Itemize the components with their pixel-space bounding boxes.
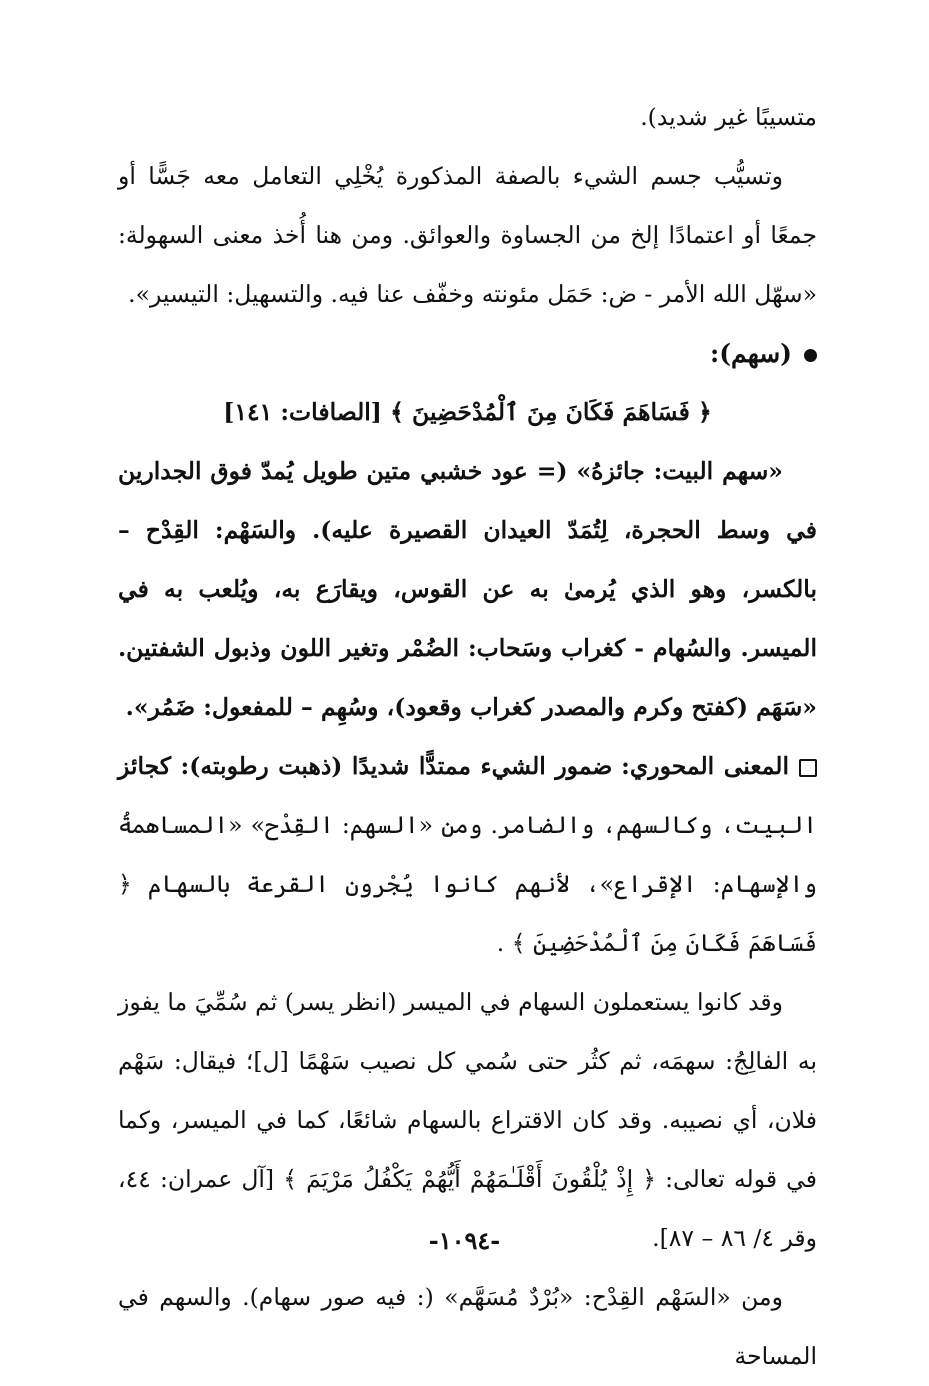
quran-verse: ﴿ فَسَاهَمَ فَكَانَ مِنَ ٱلْمُدْحَضِينَ ﴾ [الصافات: ١٤١] [223, 398, 712, 426]
paragraph-definition: «سهم البيت: جائزهُ» (= عود خشبي متين طويل يُمدّ فوق الجدارين في وسط الحجرة، لِتُمَدّ العيدان القصيرة عليه). والسَهْم: القِدْح – بالكسر، وهو الذي يُرمىٰ به عن القوس، ويقارَع به، ويُلعب به في الميسر. والسُهام - كغراب وسَحاب: الضُمْر وتغير اللون وذبول الشفتين. «سَهَم (كفتح وكرم والمصدر كغراب وقعود)، وسُهِم – للمفعول: ضَمُر». [118, 457, 817, 721]
paragraph-musahham: ومن «السَهْم القِدْح: «بُرْدٌ مُسَهَّم» (: فيه صور سهام). والسهم في المساحة [118, 1283, 817, 1370]
paragraph-continuation: متسيبًا غير شديد). [640, 103, 817, 131]
page-number: -١٠٩٤- [428, 1226, 501, 1255]
body-text [118, 88, 817, 1386]
entry-heading [118, 324, 817, 383]
bullet-icon [804, 349, 817, 362]
core-meaning-continuation: البيت، وكالسهم، والضامر. ومن «السهم: القِدْح» «المساهمةُ والإسهام: الإقراع»، لأنهم كانوا يُجْرون القرعة بالسهام ﴿ فَسَاهَمَ فَكَانَ مِنَ ٱلْمُدْحَضِينَ ﴾ . [118, 811, 817, 957]
paragraph-tasayyub: وتسيُّب جسم الشيء بالصفة المذكورة يُخْلِي التعامل معه جَسًّا أو جمعًا أو اعتمادًا إلخ من الجساوة والعوائق. ومن هنا أُخذ معنى السهولة: «سهّل الله الأمر - ض: حَمَل مئونته وخفّف عنا فيه. والتسهيل: التيسير». [118, 162, 817, 308]
square-icon [799, 759, 817, 777]
entry-heading-label: (سهم): [710, 339, 792, 368]
core-meaning-label: المعنى المحوري: [621, 752, 789, 780]
paragraph-maysir: وقد كانوا يستعملون السهام في الميسر (انظر يسر) ثم سُمِّيَ ما يفوز به الفالِجُ: سهمَه، ثم كثُر حتى سُمي كل نصيب سَهْمًا [ل]؛ فيقال: سَهْم فلان، أي نصيبه. وقد كان الاقتراع بالسهام شائعًا، كما في الميسر، وكما في قوله تعالى: ﴿ إِذْ يُلْقُونَ أَقْلَـٰمَهُمْ أَيُّهُمْ يَكْفُلُ مَرْيَمَ ﴾ [آل عمران: ٤٤، وقر ٤/ ٨٦ – ٨٧]. [118, 988, 817, 1252]
paragraph-core-meaning [118, 737, 817, 973]
core-meaning-text: ضمور الشيء ممتدًّا شديدًا (ذهبت رطوبته): كجائز [118, 752, 613, 780]
